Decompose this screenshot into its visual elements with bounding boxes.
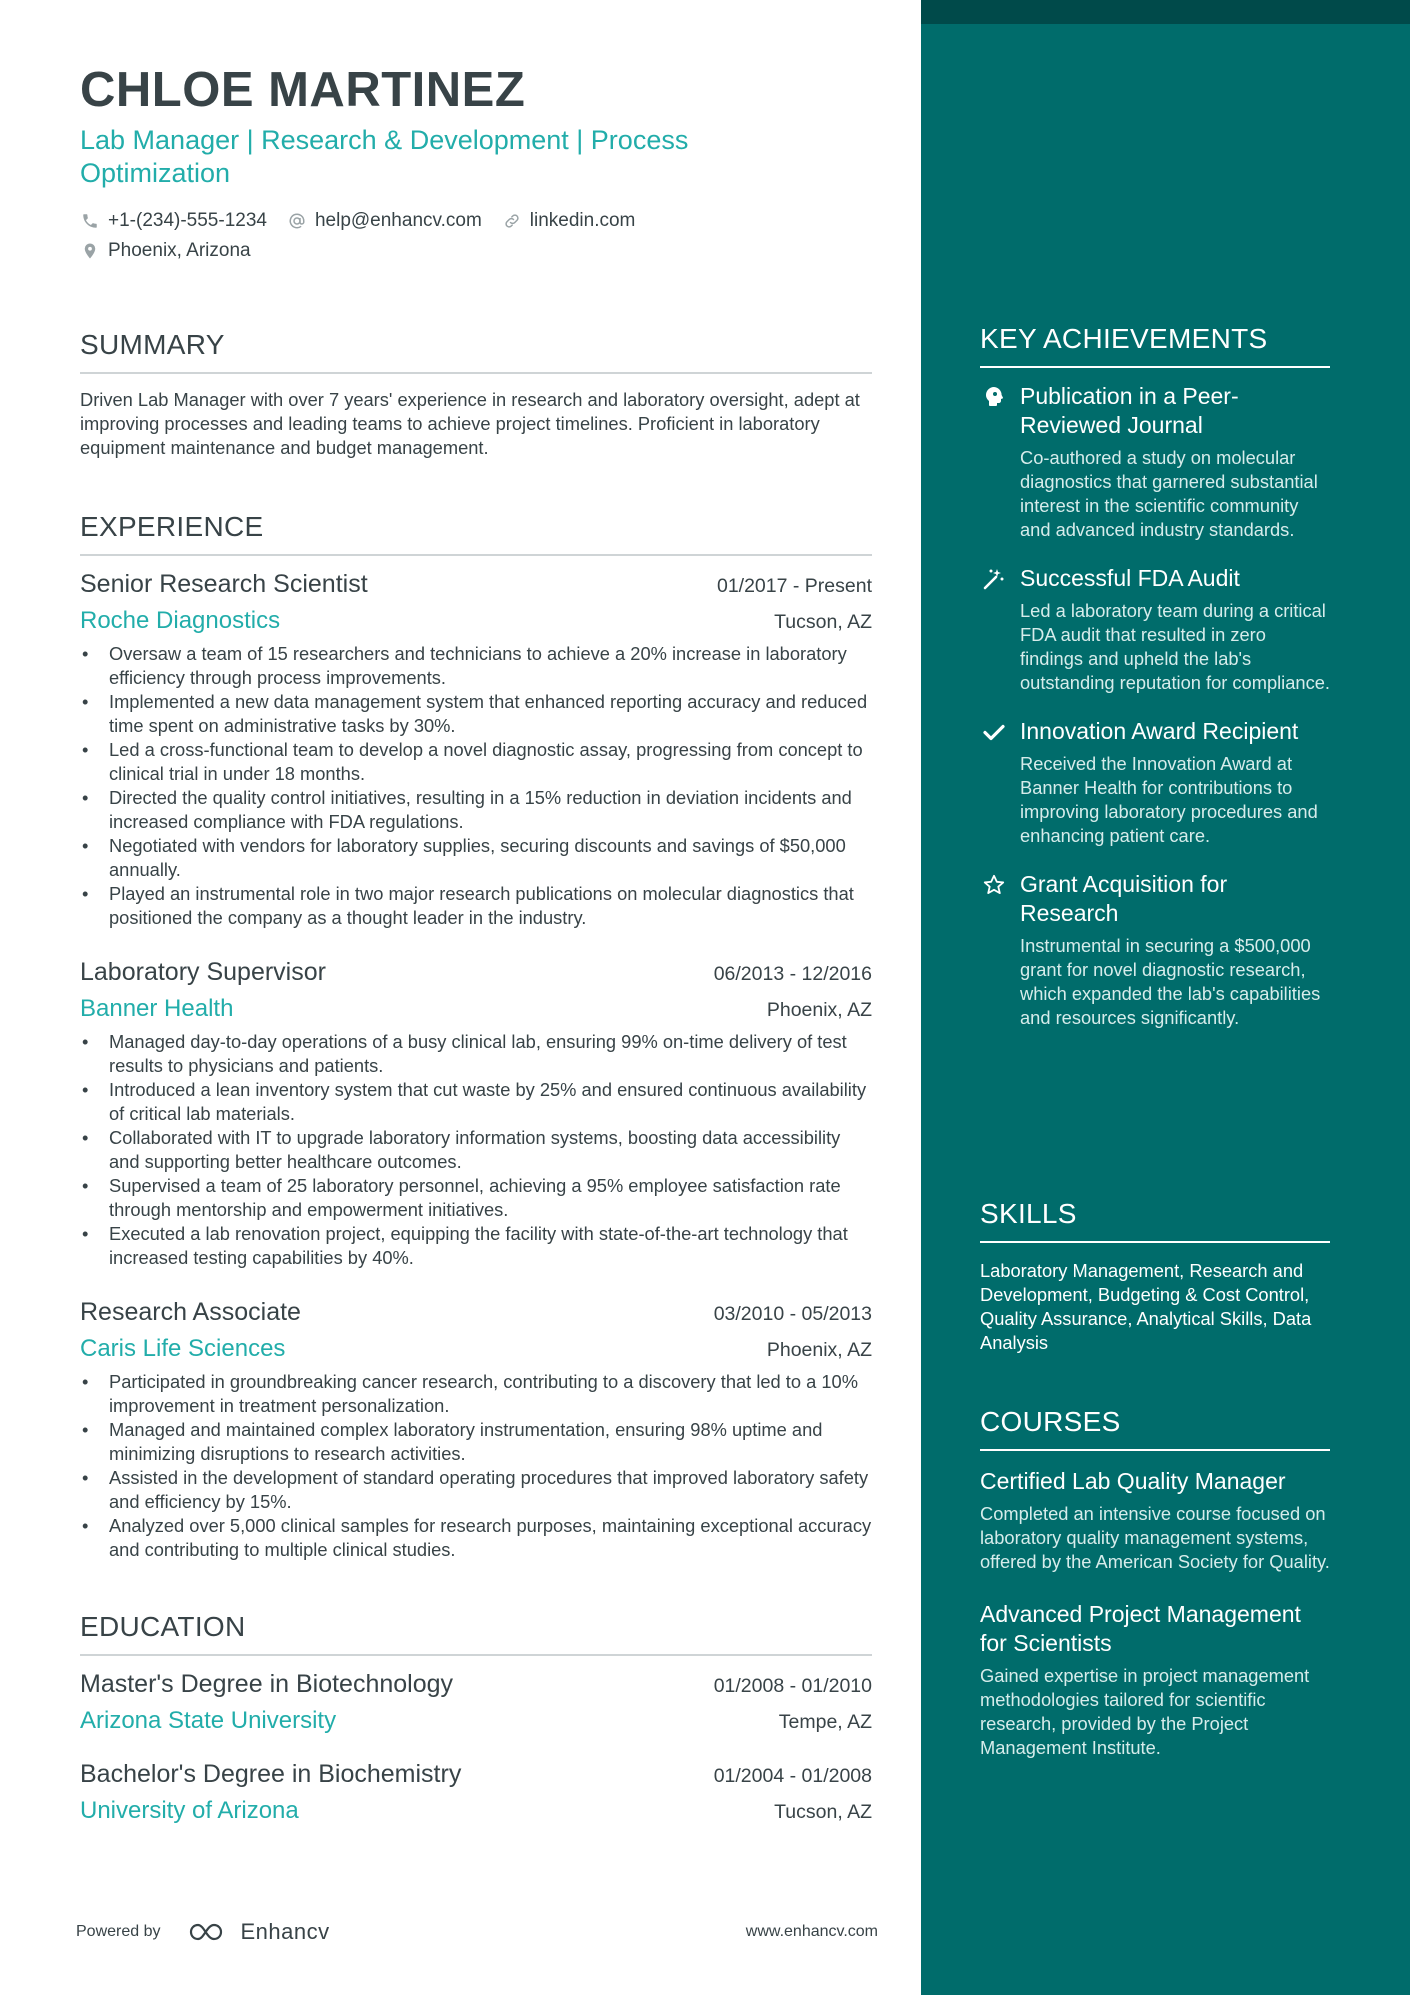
summary-section — [80, 328, 872, 460]
education-heading: EDUCATION — [80, 1610, 872, 1656]
location-contact — [80, 240, 251, 262]
job-date: 06/2013 - 12/2016 — [713, 963, 872, 985]
checkmark-icon — [980, 717, 1008, 848]
bullet-item: • Played an instrumental role in two major research publications on molecular diagnostics that positioned the company as a thought leader in the industry. — [80, 882, 872, 930]
brand-name: Enhancv — [240, 1919, 330, 1944]
achievement-title: Publication in a Peer-Reviewed Journal — [1020, 383, 1239, 438]
job-title: Laboratory Supervisor — [80, 958, 326, 986]
bullet-item: • Collaborated with IT to upgrade laboratory information systems, boosting data accessibility and supporting better healthcare outcomes. — [80, 1126, 872, 1174]
email-text: help@enhancv.com — [314, 210, 482, 231]
bullet-item: • Participated in groundbreaking cancer research, contributing to a discovery that led to a 10% improvement in treatment personalization. — [80, 1370, 872, 1418]
courses-section — [980, 1405, 1330, 1760]
bullet-item: • Introduced a lean inventory system that cut waste by 25% and ensured continuous availability of critical lab materials. — [80, 1078, 872, 1126]
education-date: 01/2004 - 01/2008 — [713, 1765, 872, 1787]
company-name: Caris Life Sciences — [80, 1335, 286, 1362]
skills-heading: SKILLS — [980, 1197, 1330, 1243]
bullet-item: • Managed day-to-day operations of a busy clinical lab, ensuring 99% on-time delivery of test results to physicians and patients. — [80, 1030, 872, 1078]
company-name: Banner Health — [80, 995, 234, 1022]
achievement-item — [980, 717, 1330, 848]
bullet-item: • Analyzed over 5,000 clinical samples for research purposes, maintaining exceptional accuracy and contributing to multiple clinical studies. — [80, 1514, 872, 1562]
achievements-heading: KEY ACHIEVEMENTS — [980, 322, 1330, 368]
summary-heading: SUMMARY — [80, 328, 872, 374]
bullet-item: • Managed and maintained complex laboratory instrumentation, ensuring 98% uptime and minimizing disruptions to research activities. — [80, 1418, 872, 1466]
linkedin-text: linkedin.com — [529, 210, 636, 231]
phone-text: +1-(234)-555-1234 — [108, 210, 267, 231]
skills-text: Laboratory Management, Research and Development, Budgeting & Cost Control, Quality Assurance, Analytical Skills, Data Analysis — [980, 1260, 1312, 1353]
star-icon — [980, 870, 1008, 1030]
course-item — [980, 1600, 1330, 1760]
link-icon — [502, 211, 522, 231]
bullet-item: • Negotiated with vendors for laboratory supplies, securing discounts and savings of $50,000 annually. — [80, 834, 872, 882]
job-title: Research Associate — [80, 1298, 301, 1326]
enhancv-logo-icon — [187, 1920, 233, 1944]
job-entry — [80, 1296, 872, 1562]
job-title: Senior Research Scientist — [80, 570, 368, 598]
education-date: 01/2008 - 01/2010 — [713, 1675, 872, 1697]
bullet-item: • Oversaw a team of 15 researchers and technicians to achieve a 20% increase in laboratory efficiency through process improvements. — [80, 642, 872, 690]
bullet-item: • Led a cross-functional team to develop a novel diagnostic assay, progressing from concept to clinical trial in under 18 months. — [80, 738, 872, 786]
magic-wand-icon — [980, 564, 1008, 695]
email-contact[interactable] — [287, 210, 482, 232]
job-date: 01/2017 - Present — [716, 575, 872, 597]
achievement-item — [980, 382, 1330, 542]
phone-contact[interactable] — [80, 210, 267, 232]
degree-title: Bachelor's Degree in Biochemistry — [80, 1760, 462, 1788]
candidate-title: Lab Manager | Research & Development | Process Optimization — [80, 125, 689, 188]
bullet-item: • Assisted in the development of standard operating procedures that improved laboratory safety and efficiency by 15%. — [80, 1466, 872, 1514]
education-section — [80, 1610, 872, 1826]
job-entry — [80, 568, 872, 930]
school-name: Arizona State University — [80, 1707, 337, 1734]
company-name: Roche Diagnostics — [80, 607, 281, 634]
candidate-name: CHLOE MARTINEZ — [80, 63, 526, 117]
skills-section — [980, 1197, 1330, 1355]
website-link[interactable]: www.enhancv.com — [745, 1923, 878, 1940]
experience-section — [80, 510, 872, 1562]
degree-title: Master's Degree in Biotechnology — [80, 1670, 454, 1698]
bullet-item: • Implemented a new data management system that enhanced reporting accuracy and reduced time spent on administrative tasks by 30%. — [80, 690, 872, 738]
school-name: University of Arizona — [80, 1797, 299, 1824]
achievement-item — [980, 564, 1330, 695]
bullet-item: • Executed a lab renovation project, equipping the facility with state-of-the-art technology that increased testing capabilities by 40%. — [80, 1222, 872, 1270]
sidebar-top-bar — [921, 0, 1410, 24]
job-bullets — [80, 1030, 872, 1270]
brand-logo[interactable] — [187, 1919, 330, 1945]
courses-heading: COURSES — [980, 1405, 1330, 1451]
school-location: Tempe, AZ — [778, 1711, 872, 1733]
brain-icon — [980, 382, 1008, 542]
achievement-item — [980, 870, 1330, 1030]
bullet-item: • Supervised a team of 25 laboratory personnel, achieving a 95% employee satisfaction rate through mentorship and empowerment initiatives. — [80, 1174, 872, 1222]
job-entry — [80, 956, 872, 1270]
achievement-desc: Received the Innovation Award at Banner Health for contributions to improving laboratory procedures and enhancing patient care. — [1020, 753, 1318, 846]
phone-icon — [80, 211, 100, 231]
bullet-item: • Directed the quality control initiatives, resulting in a 15% reduction in deviation incidents and increased compliance with FDA regulations. — [80, 786, 872, 834]
job-date: 03/2010 - 05/2013 — [713, 1303, 872, 1325]
achievement-title: Innovation Award Recipient — [1020, 718, 1299, 744]
achievements-section — [980, 322, 1330, 1030]
achievement-desc: Led a laboratory team during a critical FDA audit that resulted in zero findings and upheld the lab's outstanding reputation for compliance. — [1020, 600, 1330, 693]
footer — [76, 1914, 878, 1950]
main-column — [80, 60, 872, 1826]
course-desc: Gained expertise in project management methodologies tailored for scientific research, provided by the Project Management Institute. — [980, 1665, 1310, 1758]
achievement-title: Successful FDA Audit — [1020, 565, 1240, 591]
job-location: Tucson, AZ — [774, 611, 872, 633]
job-location: Phoenix, AZ — [766, 999, 872, 1021]
course-desc: Completed an intensive course focused on laboratory quality management systems, offered by the American Society for Quality. — [980, 1503, 1330, 1572]
experience-heading: EXPERIENCE — [80, 510, 872, 556]
course-title: Advanced Project Management for Scientists — [980, 1601, 1301, 1656]
map-pin-icon — [80, 241, 100, 261]
powered-by-text: Powered by — [76, 1923, 161, 1940]
powered-by — [76, 1919, 330, 1945]
job-bullets — [80, 1370, 872, 1562]
course-title: Certified Lab Quality Manager — [980, 1468, 1286, 1494]
achievement-desc: Co-authored a study on molecular diagnostics that garnered substantial interest in the scientific community and advanced industry standards. — [1020, 447, 1318, 540]
achievement-title: Grant Acquisition for Research — [1020, 871, 1228, 926]
location-text: Phoenix, Arizona — [108, 240, 251, 261]
contact-info — [80, 206, 872, 266]
linkedin-contact[interactable] — [502, 210, 636, 232]
achievement-desc: Instrumental in securing a $500,000 grant for novel diagnostic research, which expanded the lab's capabilities and resources significantly. — [1020, 935, 1321, 1028]
at-sign-icon — [287, 211, 307, 231]
job-location: Phoenix, AZ — [766, 1339, 872, 1361]
school-location: Tucson, AZ — [774, 1801, 872, 1823]
course-item — [980, 1467, 1330, 1574]
summary-text: Driven Lab Manager with over 7 years' experience in research and laboratory oversight, adept at improving processes and leading teams to achieve project timelines. Proficient in laboratory equipment maintenance and budget management. — [80, 389, 860, 458]
education-entry — [80, 1758, 872, 1826]
job-bullets — [80, 642, 872, 930]
education-entry — [80, 1668, 872, 1736]
